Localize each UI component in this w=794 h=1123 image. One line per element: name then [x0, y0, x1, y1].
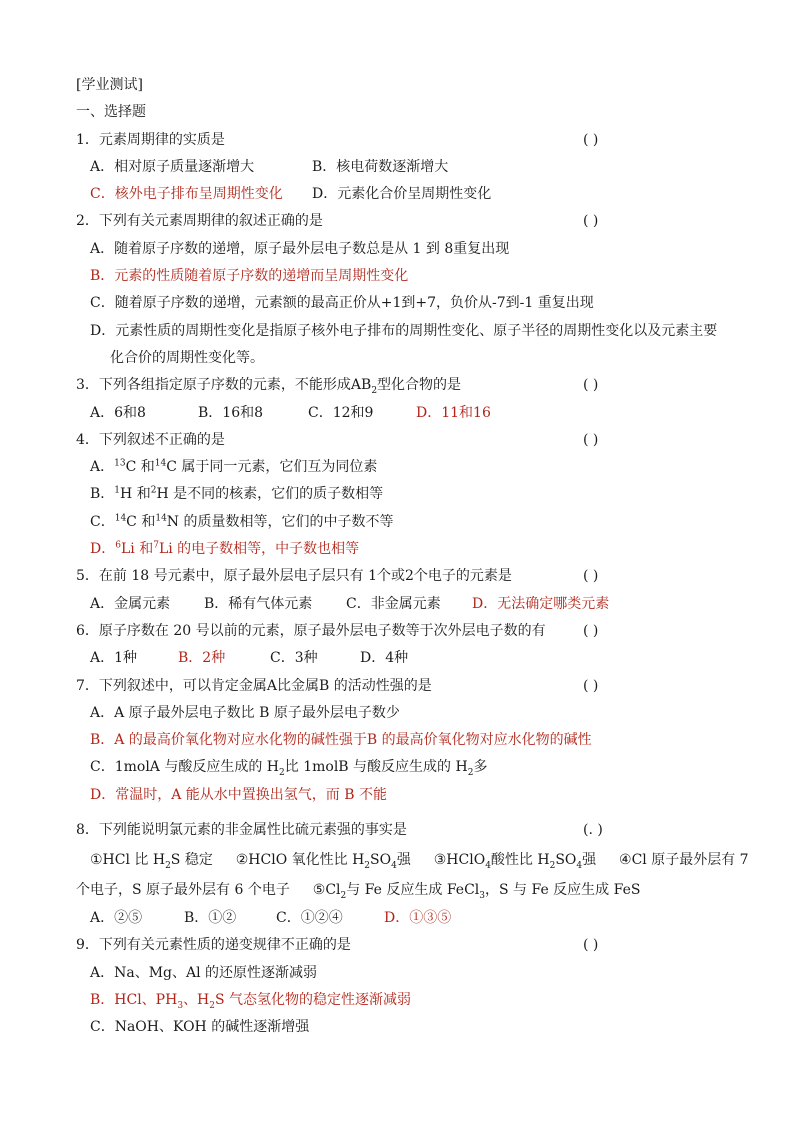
q9-option-b	[76, 987, 726, 1014]
q4-option-a	[76, 454, 726, 481]
q8-s3-mid: 酸性比 H	[490, 852, 550, 869]
q2-option-c: C．随着原子序数的递增，元素额的最高正价从+1到+7，负价从-7到-1 重复出现	[90, 295, 594, 312]
q1-options-cd	[76, 181, 726, 208]
q6-option-a: A．1种	[90, 650, 138, 667]
q9-stem-text: 9．下列有关元素性质的递变规律不正确的是	[76, 937, 351, 954]
q8-s2-mid: SO	[370, 852, 392, 869]
q7-option-d: D．常温时，A 能从水中置换出氢气，而 B 不能	[90, 786, 387, 803]
q9-option-a: A．Na、Mg、Al 的还原性逐渐减弱	[90, 964, 318, 981]
q6-options	[76, 645, 726, 672]
q9-b-mid: 、H	[183, 991, 210, 1008]
q8-statements-line1	[76, 845, 749, 875]
q5-option-d: D．无法确定哪类元素	[472, 595, 610, 612]
q3-option-a: A．6和8	[90, 404, 146, 421]
q9-b-pre: B．HCl、PH	[90, 991, 178, 1008]
q1-option-d: D．元素化合价呈周期性变化	[312, 186, 492, 203]
q8-s3-pre: ③HClO	[433, 852, 486, 869]
q4-option-c	[76, 509, 726, 536]
q4-a-text1: C 和	[125, 459, 155, 476]
q7-c-sub1: 2	[279, 768, 285, 779]
q8-s1-post: S 稳定	[170, 852, 213, 869]
q9-answer-blank: ( )	[583, 937, 599, 954]
q8-s2-sub2: 4	[391, 860, 397, 871]
q8-s3-sub2: 2	[549, 860, 556, 871]
q7-c-mid: 比 1molB 与酸反应生成的 H	[284, 759, 468, 776]
q2-option-d-line2: 化合价的周期性变化等。	[110, 349, 264, 366]
q9-b-post: S 气态氢化物的稳定性逐渐减弱	[215, 991, 412, 1008]
q7-option-a: A．A 原子最外层电子数比 B 原子最外层电子数少	[90, 704, 400, 721]
q3-stem-post: 型化合物的是	[377, 377, 462, 394]
q4-c-text1: C 和	[126, 513, 156, 530]
q9-stem	[76, 932, 726, 959]
q1-option-b: B．核电荷数逐渐增大	[312, 158, 449, 175]
q4-a-text2: C 属于同一元素，它们互为同位素	[166, 459, 378, 476]
q5-option-b: B．稀有气体元素	[204, 595, 313, 612]
q1-stem	[76, 127, 726, 154]
q5-stem	[76, 563, 726, 590]
q3-option-b: B．16和8	[198, 404, 264, 421]
q4-c-text2: N 的质量数相等，它们的中子数不等	[166, 513, 394, 530]
q8-s4: ④Cl 原子最外层有 7	[619, 852, 749, 869]
q5-answer-blank: ( )	[583, 568, 599, 585]
q1-answer-blank: ( )	[583, 131, 599, 148]
q4-c-label: C．	[90, 513, 115, 530]
q8-statements-line2	[76, 875, 726, 905]
q2-option-a: A．随着原子序数的递增，原子最外层电子数总是从 1 到 8重复出现	[90, 240, 510, 257]
q4-b-label: B．	[90, 486, 115, 503]
q4-d-text1: Li 和	[120, 541, 154, 558]
q4-stem	[76, 427, 726, 454]
q3-stem-pre: 3．下列各组指定原子序数的元素，不能形成AB	[76, 377, 372, 394]
q2-stem	[76, 208, 726, 235]
q2-option-d-line1: D．元素性质的周期性变化是指原子核外电子排布的周期性变化、原子半径的周期性变化以及元素主要	[90, 322, 718, 339]
q8-s5-sub2: 3	[479, 890, 485, 901]
q4-b-mass2: 2	[150, 485, 157, 496]
q8-s2-sub1: 2	[364, 860, 371, 871]
q6-answer-blank: ( )	[583, 622, 599, 639]
q8-s3-sub1: 4	[485, 860, 491, 871]
q8-option-d: D．①③⑤	[384, 910, 452, 927]
q6-option-c: C．3种	[270, 650, 318, 667]
q7-stem-text: 7．下列叙述中，可以肯定金属A比金属B 的活动性强的是	[76, 677, 432, 694]
q4-d-text2: Li 的电子数相等，中子数也相等	[158, 541, 360, 558]
q7-option-c	[76, 754, 726, 781]
q3-stem-sub: 2	[371, 386, 378, 397]
q8-s3-post: 强	[582, 852, 597, 869]
q4-c-mass2: 14	[155, 513, 167, 524]
section-title: [学业测试]	[76, 77, 143, 93]
q5-option-a: A．金属元素	[90, 595, 171, 612]
q8-s4-cont: 个电子，S 原子最外层有 6 个电子	[76, 882, 290, 899]
q4-b-text1: H 和	[120, 486, 151, 503]
q4-answer-blank: ( )	[583, 431, 599, 448]
q4-stem-text: 4．下列叙述不正确的是	[76, 431, 225, 448]
q5-stem-text: 5．在前 18 号元素中，原子最外层电子层只有 1个或2个电子的元素是	[76, 568, 512, 585]
q8-option-b: B．①②	[184, 910, 237, 927]
q3-options	[76, 400, 726, 427]
q3-stem	[76, 372, 726, 399]
q9-b-sub2: 2	[209, 1000, 216, 1011]
q4-a-mass1: 13	[114, 458, 126, 469]
q5-options	[76, 591, 726, 618]
q6-option-d: D．4种	[360, 650, 409, 667]
q1-option-c: C．核外电子排布呈周期性变化	[90, 186, 283, 203]
q8-s1-sub: 2	[165, 860, 171, 871]
q7-c-sub2: 2	[467, 768, 474, 779]
q7-stem	[76, 673, 726, 700]
q8-s3-sub3: 4	[576, 860, 583, 871]
q7-option-b: B．A 的最高价氧化物对应水化物的碱性强于B 的最高价氧化物对应水化物的碱性	[90, 732, 592, 749]
q8-option-a: A．②⑤	[90, 910, 143, 927]
q4-b-text2: H 是不同的核素，它们的质子数相等	[156, 486, 384, 503]
q8-s5-mid: 与 Fe 反应生成 FeCl	[346, 882, 480, 899]
q6-stem-text: 6．原子序数在 20 号以前的元素，原子最外层电子数等于次外层电子数的有	[76, 622, 546, 639]
q8-s5-pre: ⑤Cl	[312, 882, 341, 899]
q8-s5-post: ，S 与 Fe 反应生成 FeS	[485, 882, 641, 899]
q4-d-label: D．	[90, 541, 116, 558]
q2-stem-text: 2．下列有关元素周期律的叙述正确的是	[76, 213, 323, 230]
q7-c-post: 多	[473, 759, 488, 776]
q4-a-mass2: 14	[154, 458, 167, 469]
q8-stem-text: 8．下列能说明氯元素的非金属性比硫元素强的事实是	[76, 822, 407, 839]
q4-b-mass1: 1	[114, 485, 121, 496]
q4-option-b	[76, 481, 726, 508]
q4-c-mass1: 14	[114, 513, 127, 524]
q8-s5-sub1: 2	[340, 890, 347, 901]
q1-option-a: A．相对原子质量逐渐增大	[90, 158, 255, 175]
q8-options	[76, 905, 726, 932]
q8-answer-blank: (. )	[583, 822, 603, 839]
test-content	[76, 72, 749, 1042]
q6-stem	[76, 618, 726, 645]
q4-option-d	[76, 536, 726, 563]
q1-options-ab	[76, 154, 726, 181]
q8-stem	[76, 815, 726, 845]
q3-answer-blank: ( )	[583, 377, 599, 394]
q3-option-c: C．12和9	[308, 404, 374, 421]
q8-s2-post: 强	[396, 852, 411, 869]
q6-option-b: B．2种	[178, 650, 226, 667]
q5-option-c: C．非金属元素	[346, 595, 441, 612]
q9-option-c: C．NaOH、KOH 的碱性逐渐增强	[90, 1019, 310, 1036]
q7-c-pre: C．1molA 与酸反应生成的 H	[90, 759, 280, 776]
part-title: 一、选择题	[76, 104, 146, 121]
q8-s1-pre: ①HCl 比 H	[90, 852, 166, 869]
q4-a-label: A．	[90, 459, 115, 476]
q1-stem-text: 1．元素周期律的实质是	[76, 131, 225, 148]
q2-answer-blank: ( )	[583, 213, 599, 230]
q4-d-mass1: 6	[115, 540, 121, 551]
q8-s3-mid2: SO	[555, 852, 577, 869]
q8-s2-pre: ②HClO 氧化性比 H	[235, 852, 365, 869]
q7-answer-blank: ( )	[583, 677, 599, 694]
q3-option-d: D．11和16	[416, 404, 491, 421]
q9-b-sub1: 3	[177, 1000, 184, 1011]
q2-option-b: B．元素的性质随着原子序数的递增而呈周期性变化	[90, 268, 409, 285]
q8-option-c: C．①②④	[276, 910, 343, 927]
q4-d-mass2: 7	[153, 540, 159, 551]
